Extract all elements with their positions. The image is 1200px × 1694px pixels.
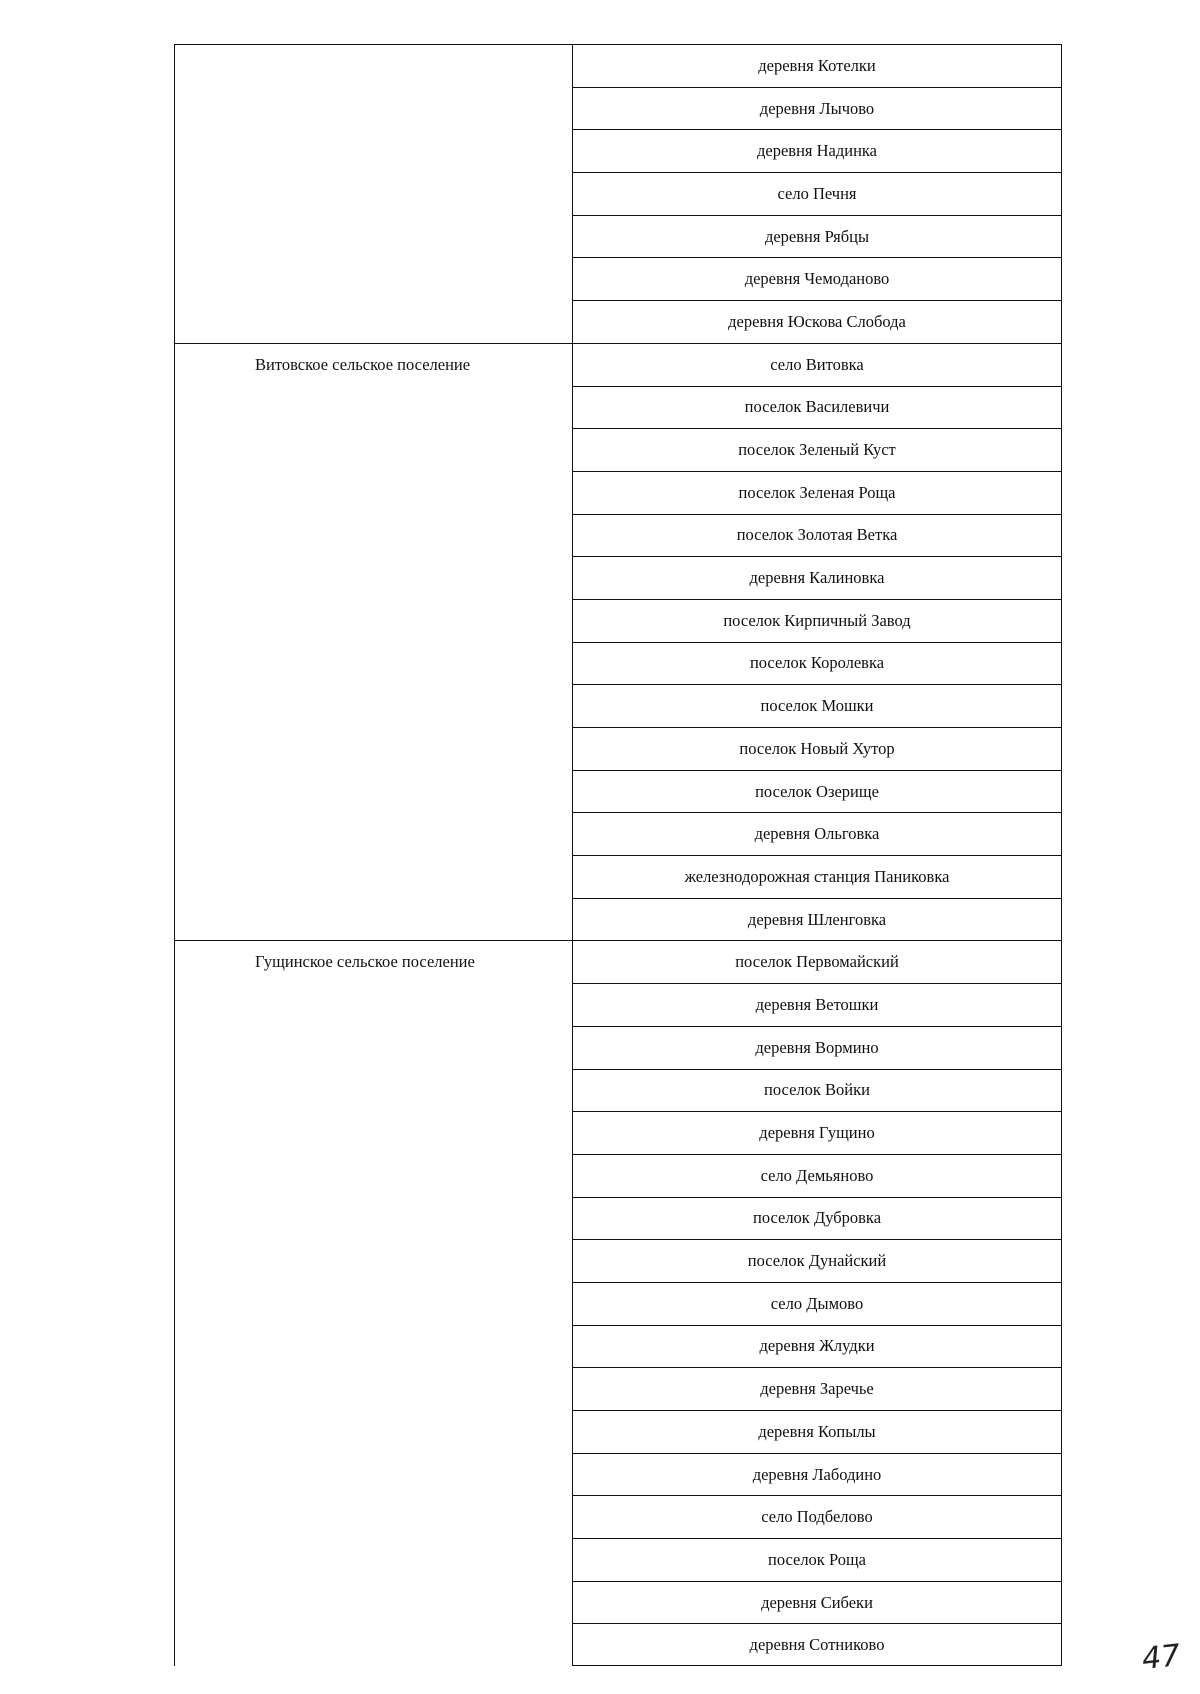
localities-column [572, 44, 1062, 343]
locality-cell: железнодорожная станция Паниковка [572, 855, 1062, 898]
locality-cell: деревня Юскова Слобода [572, 300, 1062, 343]
locality-cell: поселок Дунайский [572, 1239, 1062, 1282]
locality-cell: поселок Озерище [572, 770, 1062, 813]
settlement-group [174, 44, 1062, 343]
locality-cell: село Демьяново [572, 1154, 1062, 1197]
locality-cell: деревня Ветошки [572, 983, 1062, 1026]
locality-cell: деревня Сотниково [572, 1623, 1062, 1666]
settlement-name-cell [174, 44, 572, 343]
locality-cell: деревня Гущино [572, 1111, 1062, 1154]
locality-cell: поселок Зеленая Роща [572, 471, 1062, 514]
locality-cell: деревня Калиновка [572, 556, 1062, 599]
locality-cell: поселок Роща [572, 1538, 1062, 1581]
locality-cell: деревня Заречье [572, 1367, 1062, 1410]
locality-cell: деревня Рябцы [572, 215, 1062, 258]
locality-cell: поселок Василевичи [572, 386, 1062, 429]
locality-cell: деревня Шленговка [572, 898, 1062, 941]
locality-cell: село Печня [572, 172, 1062, 215]
locality-cell: село Дымово [572, 1282, 1062, 1325]
locality-cell: поселок Новый Хутор [572, 727, 1062, 770]
locality-cell: деревня Вормино [572, 1026, 1062, 1069]
locality-cell: деревня Лычово [572, 87, 1062, 130]
settlement-group [174, 940, 1062, 1666]
locality-cell: поселок Золотая Ветка [572, 514, 1062, 557]
locality-cell: деревня Котелки [572, 44, 1062, 87]
locality-cell: деревня Ольговка [572, 812, 1062, 855]
settlement-name-cell: Гущинское сельское поселение [174, 940, 572, 1666]
settlement-group [174, 343, 1062, 941]
locality-cell: село Подбелово [572, 1495, 1062, 1538]
locality-cell: поселок Первомайский [572, 940, 1062, 983]
locality-cell: поселок Зеленый Куст [572, 428, 1062, 471]
locality-cell: поселок Кирпичный Завод [572, 599, 1062, 642]
locality-cell: село Витовка [572, 343, 1062, 386]
handwritten-page-number: 47 [1140, 1638, 1182, 1677]
locality-cell: поселок Мошки [572, 684, 1062, 727]
locality-cell: деревня Сибеки [572, 1581, 1062, 1624]
locality-cell: деревня Надинка [572, 129, 1062, 172]
localities-column [572, 940, 1062, 1666]
locality-cell: поселок Дубровка [572, 1197, 1062, 1240]
locality-cell: деревня Жлудки [572, 1325, 1062, 1368]
locality-cell: деревня Чемоданово [572, 257, 1062, 300]
locality-cell: деревня Копылы [572, 1410, 1062, 1453]
settlements-table [174, 44, 1062, 1666]
locality-cell: деревня Лабодино [572, 1453, 1062, 1496]
locality-cell: поселок Королевка [572, 642, 1062, 685]
locality-cell: поселок Войки [572, 1069, 1062, 1112]
settlement-name-cell: Витовское сельское поселение [174, 343, 572, 941]
localities-column [572, 343, 1062, 941]
